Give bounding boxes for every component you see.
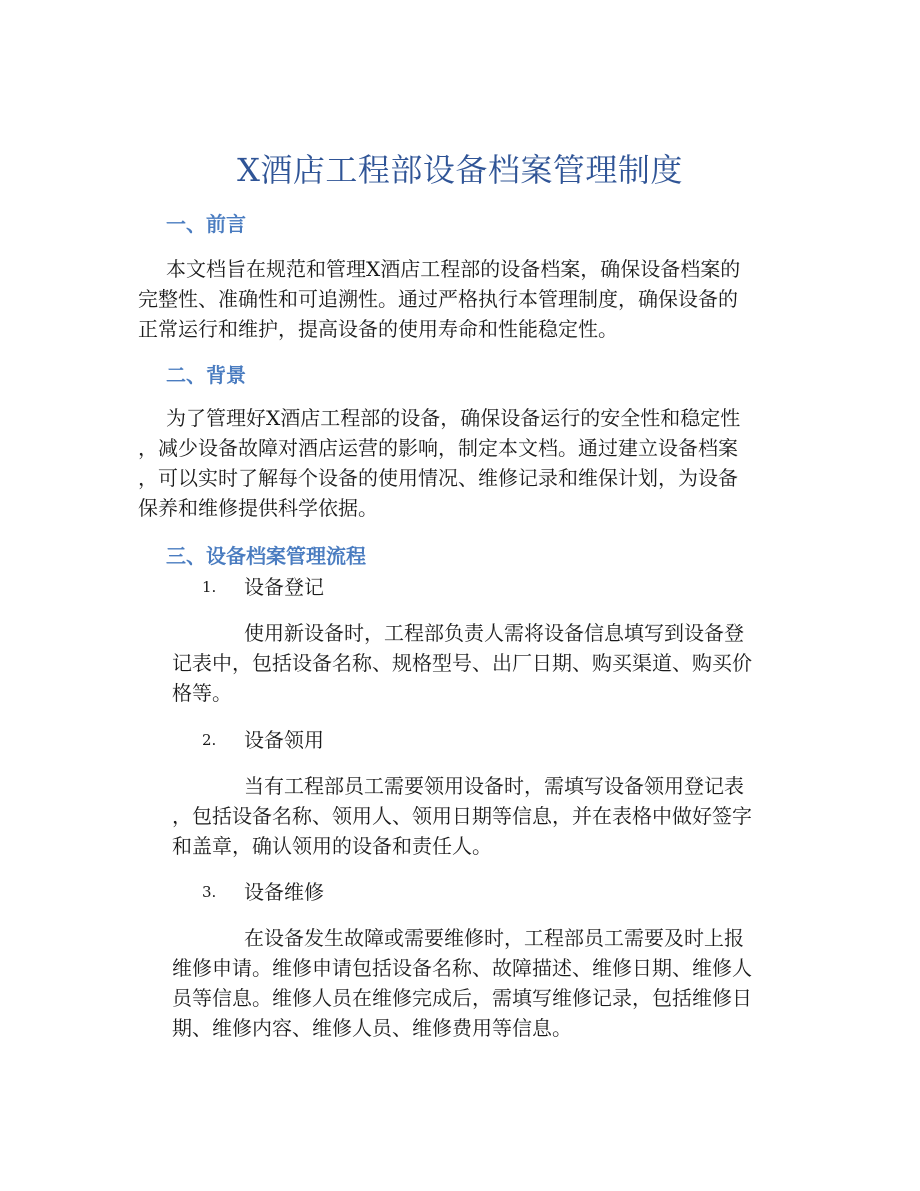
paragraph-line: 保养和维修提供科学依据。 [138,496,378,520]
list-item-paragraph-repair [172,923,752,1043]
list-item-number: 1. [202,578,217,596]
paragraph-line: 使用新设备时，工程部负责人需将设备信息填写到设备登 [244,621,744,645]
paragraph-line: ，减少设备故障对酒店运营的影响，制定本文档。通过建立设备档案 [138,436,738,460]
paragraph-line: 维修申请。维修申请包括设备名称、故障描述、维修日期、维修人 [172,956,752,980]
section-heading-process: 三、设备档案管理流程 [166,544,366,568]
paragraph-line: 为了管理好X酒店工程部的设备，确保设备运行的安全性和稳定性 [166,406,741,430]
paragraph-line: 和盖章，确认领用的设备和责任人。 [172,834,492,858]
paragraph-line: 期、维修内容、维修人员、维修费用等信息。 [172,1016,572,1040]
list-item-paragraph-registration [172,618,752,708]
list-item-label-repair: 设备维修 [244,880,324,904]
section-heading-background: 二、背景 [166,363,246,387]
paragraph-line: 在设备发生故障或需要维修时，工程部员工需要及时上报 [244,926,744,950]
paragraph-line: ，包括设备名称、领用人、领用日期等信息，并在表格中做好签字 [172,804,752,828]
list-item-number: 2. [202,731,217,749]
paragraph-line: 完整性、准确性和可追溯性。通过严格执行本管理制度，确保设备的 [138,287,738,311]
paragraph-line: 当有工程部员工需要领用设备时，需填写设备领用登记表 [244,774,744,798]
list-item-number: 3. [202,883,217,901]
paragraph-line: 记表中，包括设备名称、规格型号、出厂日期、购买渠道、购买价 [172,651,752,675]
paragraph-line: ，可以实时了解每个设备的使用情况、维修记录和维保计划，为设备 [138,466,738,490]
section-heading-preface: 一、前言 [166,212,246,236]
paragraph-line: 正常运行和维护，提高设备的使用寿命和性能稳定性。 [138,317,618,341]
paragraph-line: 员等信息。维修人员在维修完成后，需填写维修记录，包括维修日 [172,986,752,1010]
list-item-label-requisition: 设备领用 [244,728,324,752]
document-title: X酒店工程部设备档案管理制度 [237,151,683,189]
paragraph-line: 本文档旨在规范和管理X酒店工程部的设备档案，确保设备档案的 [166,257,741,281]
paragraph-line: 格等。 [172,681,232,705]
section-paragraph-background [138,403,740,523]
section-paragraph-preface [138,254,740,344]
list-item-paragraph-requisition [172,771,752,861]
list-item-label-registration: 设备登记 [244,575,324,599]
